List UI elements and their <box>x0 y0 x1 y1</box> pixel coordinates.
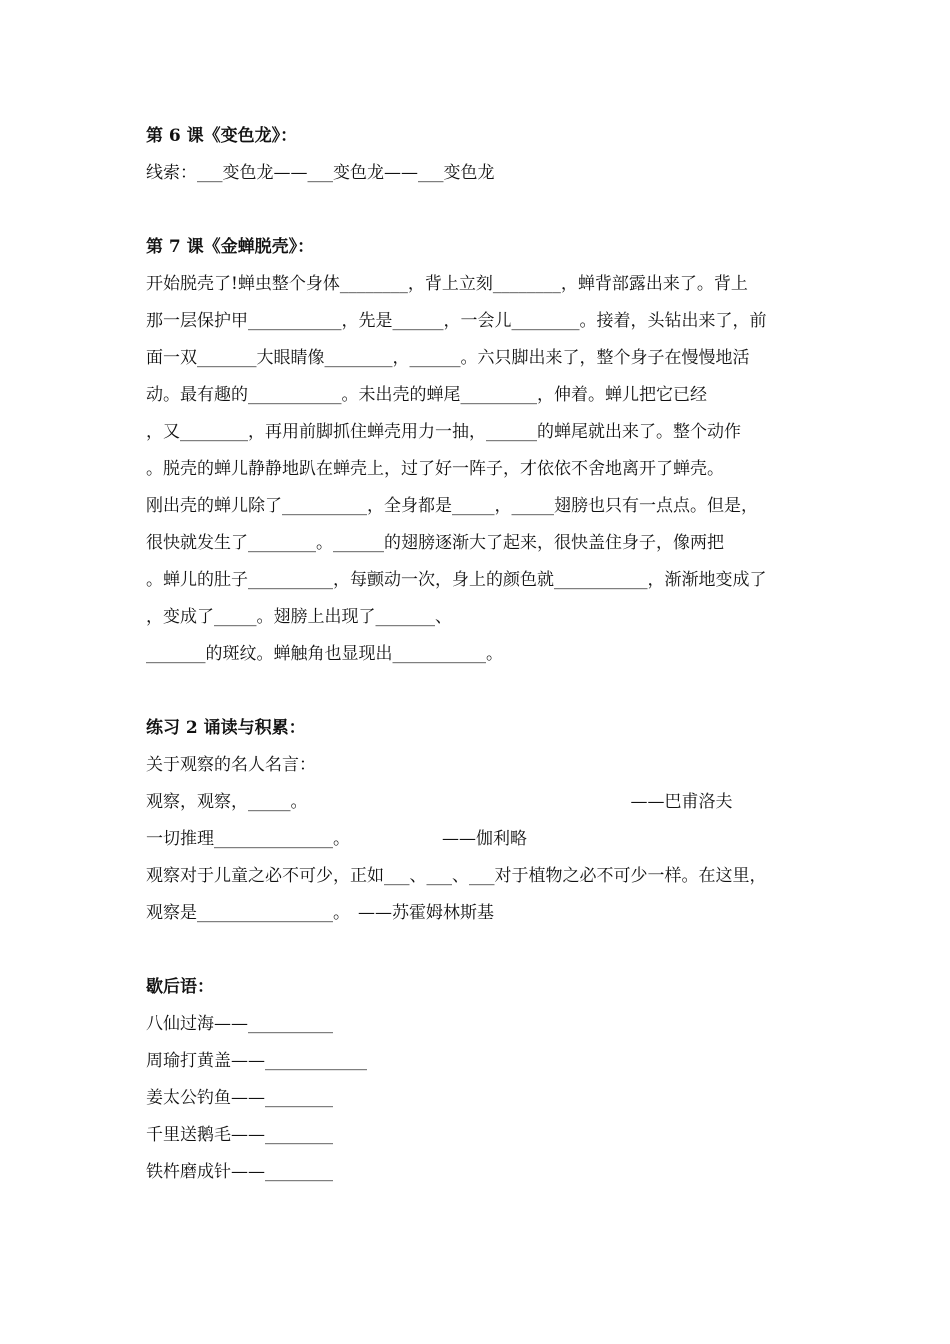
xiehouyu-item: 姜太公钓鱼——________ <box>146 1088 333 1108</box>
quote-sukhomlinsky-line2 <box>146 895 826 932</box>
lesson7-title: 第 7 课《金蝉脱壳》： <box>146 237 315 257</box>
quote-pavlov <box>146 784 826 821</box>
lesson7-line: 那一层保护甲___________，先是______，一会儿________。接着，头钻出来了，前 <box>146 311 767 331</box>
lesson7-line: 。脱壳的蝉儿静静地趴在蝉壳上，过了好一阵子，才依依不舍地离开了蝉壳。 <box>146 459 724 479</box>
worksheet <box>146 118 826 1191</box>
lesson7-line: 刚出壳的蝉儿除了__________，全身都是_____，_____翅膀也只有一点点。但是， <box>146 496 758 516</box>
lesson7-line: 开始脱壳了!蝉虫整个身体________，背上立刻________，蝉背部露出来了。背上 <box>146 274 748 294</box>
spacer <box>146 192 826 229</box>
quote-text: 一切推理______________。 <box>146 829 350 849</box>
lesson7-line: 。蝉儿的肚子__________，每颤动一次，身上的颜色就___________，渐渐地变成了 <box>146 570 767 590</box>
quote-galileo <box>146 821 826 858</box>
lesson7-line: 很快就发生了________。______的翅膀逐渐大了起来，很快盖住身子，像两把 <box>146 533 724 553</box>
lesson7-line: 动。最有趣的___________。未出壳的蝉尾_________，伸着。蝉儿把它已经 <box>146 385 707 405</box>
lesson7-line: _______的斑纹。蝉触角也显现出___________。 <box>146 644 503 664</box>
lesson7-line: ，变成了_____。翅膀上出现了_______、 <box>146 607 452 627</box>
lesson6-title: 第 6 课《变色龙》： <box>146 126 298 146</box>
quote-text: 观察，观察，_____。 <box>146 792 308 812</box>
lesson7-line: 面一双_______大眼睛像________，______。六只脚出来了，整个身子在慢慢地活 <box>146 348 750 368</box>
xiehouyu-item: 铁杵磨成针——________ <box>146 1162 333 1182</box>
lesson7-line: ，又________，再用前脚抓住蝉壳用力一抽，______的蝉尾就出来了。整个动作 <box>146 422 741 442</box>
spacer <box>146 673 826 710</box>
lesson6-clue: 线索：___变色龙——___变色龙——___变色龙 <box>146 163 495 183</box>
quote-author: ——伽利略 <box>442 829 527 849</box>
xiehouyu-item: 千里送鹅毛——________ <box>146 1125 333 1145</box>
quote-author: ——巴甫洛夫 <box>630 792 733 812</box>
xiehouyu-item: 八仙过海——__________ <box>146 1014 333 1034</box>
xiehouyu-item: 周瑜打黄盖——____________ <box>146 1051 367 1071</box>
quote-sukhomlinsky-line1: 观察对于儿童之必不可少，正如___、___、___对于植物之必不可少一样。在这里， <box>146 866 767 886</box>
xiehouyu-title: 歇后语： <box>146 977 214 997</box>
quote-author: ——苏霍姆林斯基 <box>358 903 494 923</box>
quotes-intro: 关于观察的名人名言： <box>146 755 316 775</box>
quote-text: 观察是________________。 <box>146 903 350 923</box>
spacer <box>146 932 826 969</box>
practice2-title: 练习 2 诵读与积累： <box>146 718 306 738</box>
